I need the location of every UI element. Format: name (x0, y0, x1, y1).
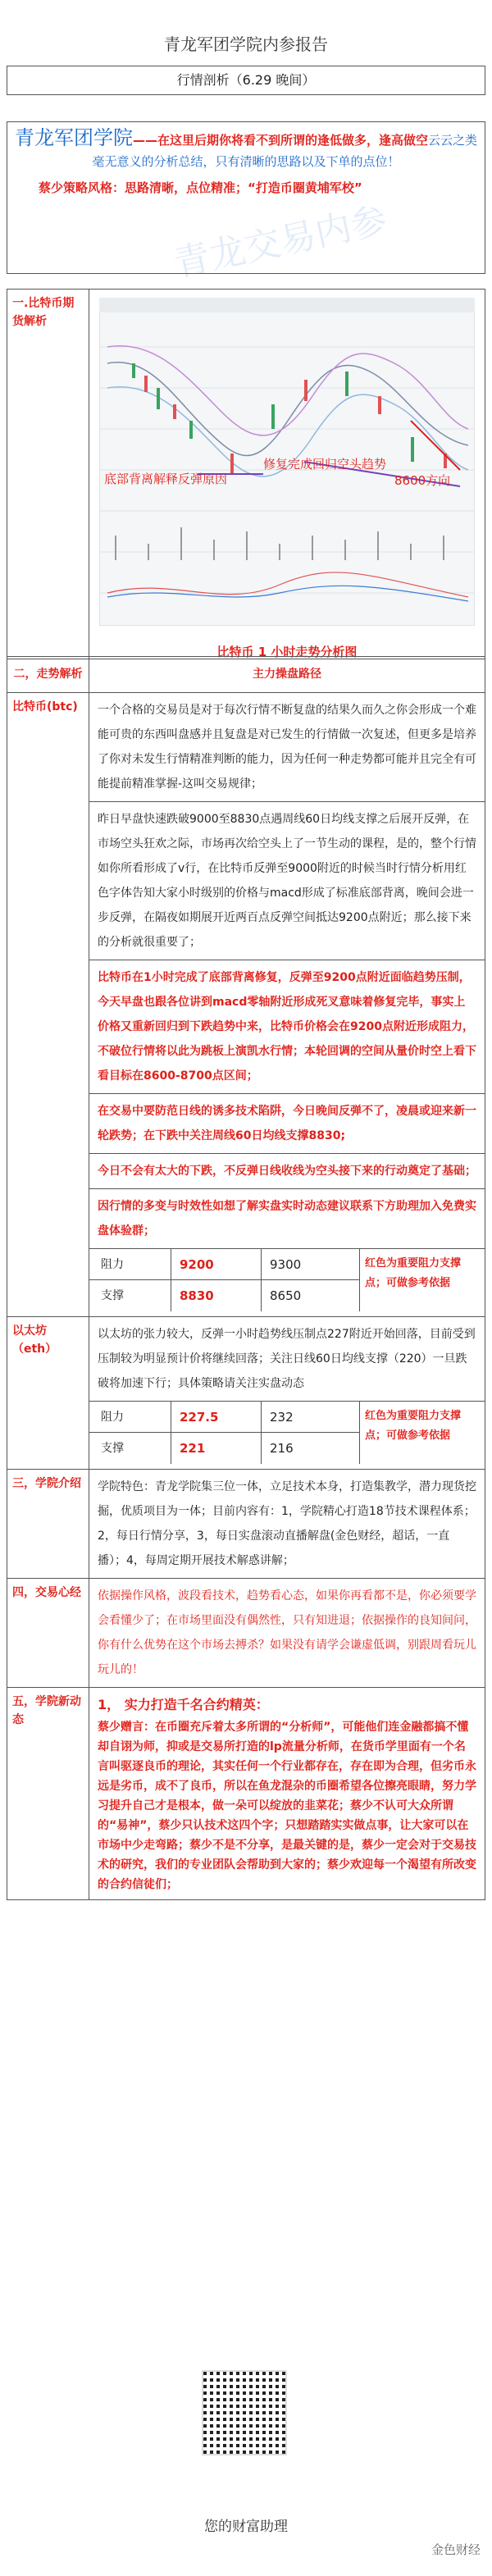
intro-red-text: ——在这里后期你将看不到所谓的逢低做多，逢高做空 (132, 133, 428, 148)
watermark-text: 青龙交易内参 (170, 199, 391, 285)
news-content (89, 1688, 485, 1899)
academy-text: 学院特色：青龙学院集三位一体，立足技术本身，打造集教学，潜力现货挖掘，优质项目为一体；目前内容有：1，学院精心打造18节技术课程体系；2，每日行情分享，3，每日实盘滚动直播解盘(金色财经，超话，一直播）；4，每周定期开展技术解惑讲解； (98, 1480, 476, 1567)
chart-section-label: 一.比特币期货解析 (7, 290, 89, 659)
trend-header: 主力操盘路径 (253, 668, 321, 681)
news-label: 五，学院新动态 (7, 1688, 89, 1899)
btc-para-4: 在交易中要防范日线的诱多技术陷阱，今日晚间反弹不了，凌晨或迎来新一轮跌势；在下跌中关注周线60日均线支撑8830; (98, 1105, 476, 1142)
report-title: 青龙军团学院内参报告 (164, 34, 328, 54)
qr-caption: 您的财富助理 (204, 2519, 288, 2535)
intro-box (7, 121, 485, 285)
eth-content (89, 1317, 485, 1469)
btc-label: 比特币(btc) (7, 693, 89, 1316)
chart-cell (89, 290, 485, 659)
btc-para-1: 一个合格的交易员是对于每次行情不断复盘的结果久而久之你会形成一个难能可贵的东西叫盘感并且复盘是对已发生的行情做一次复述，但更多是培养了你对未发生行情精准判断的能力，因为任何一种走势都可能并且完全有可能提前精准掌握-这叫交易规律； (98, 704, 476, 791)
eth-para: 以太坊的张力较大，反弹一小时趋势线压制点227附近开始回落，目前受到压制较为明显预计价将继续回落；关注日线60日均线支撑（220）一旦跌破将加速下行；具体策略请关注实盘动态 (98, 1328, 476, 1390)
trend-section (7, 656, 485, 1900)
btc-para-5: 今日不会有太大的下跌，不反弹日线收线为空头接下来的行动奠定了基础； (98, 1165, 476, 1178)
eth-level-v2: 216 (270, 1441, 294, 1456)
eth-level-v2: 232 (270, 1410, 294, 1425)
intro-tail-text: 云云之类毫无意义的分析总结，只有清晰的思路以及下单的点位！ (92, 133, 478, 169)
eth-label: 以太坊（eth） (7, 1317, 89, 1469)
btc-para-2: 昨日早盘快速跌破9000至8830点遇周线60日均线支撑之后展开反弹，在市场空头狂欢之际，市场再次给空头上了一节生动的课程，是的，整个行情如你所看形成了v行，在比特币反弹至9000附近的时候当时行情分析用红色字体告知大家小时级别的价格与macd形成了标准底部背离，晚间会进一步反弹，在隔夜如期展开近两百点反弹空间抵达9200点附近；那么接下来的分析就很重要了； (98, 813, 476, 949)
annotation-top: 修复完成回归空头趋势 (263, 457, 387, 472)
brand-name: 青龙军团学院 (14, 126, 133, 149)
eth-level-name: 阻力 (89, 1402, 171, 1432)
btc-level-name: 支撑 (89, 1280, 171, 1311)
chart-svg (99, 298, 475, 626)
trend-label: 二，走势解析 (7, 657, 89, 692)
mindset-label: 四，交易心经 (7, 1579, 89, 1687)
qr-area (0, 2370, 492, 2534)
qr-code-icon[interactable] (202, 2370, 287, 2455)
btc-level-row (89, 1249, 359, 1280)
footer-logo: 金色财经 (430, 2542, 481, 2557)
intro-line (14, 127, 478, 172)
btc-chart (99, 298, 475, 659)
chart-section (7, 289, 485, 659)
btc-para-6: 因行情的多变与时效性如想了解实盘实时动态建议联系下方助理加入免费实盘体验群； (98, 1200, 476, 1238)
eth-level-row (89, 1402, 359, 1433)
news-heading: 1， 实力打造千名合约精英： (98, 1697, 269, 1712)
eth-level-row (89, 1433, 359, 1464)
report-subtitle: 行情剖析（6.29 晚间） (7, 66, 485, 95)
news-text: 蔡少赠言：在币圈充斥着太多所谓的“分析师”，可能他们连金融都搞不懂却自诩为师，抑或是交易所打造的lp流量分析师，在货币学里面有一个名言叫驱逐良币的理论，其实任何一个行业都存在，存在即为合理，但劣币永远是劣币，成不了良币，所以在鱼龙混杂的币圈希望各位擦亮眼睛，努力学习提升自己才是根本，做一朵可以绽放的韭菜花；蔡少不认可大众所谓的“易神”，蔡少只认技术这四个字；只想踏踏实实做点事，让大家可以在市场中少走弯路；蔡少不是不分享，是最关键的是，蔡少一定会对于交易技术的研究，我们的专业团队会帮助到大家的；蔡少欢迎每一个渴望有所改变的合约信徒们； (98, 1721, 476, 1891)
btc-levels-table (89, 1248, 485, 1311)
eth-levels-table (89, 1401, 485, 1464)
btc-level-name: 阻力 (89, 1249, 171, 1279)
btc-content (89, 693, 485, 1316)
eth-level-name: 支撑 (89, 1433, 171, 1464)
btc-level-row (89, 1280, 359, 1311)
annotation-left: 底部背离解释反弹原因 (104, 472, 228, 486)
btc-level-v1: 8830 (171, 1280, 262, 1311)
academy-label: 三，学院介绍 (7, 1470, 89, 1578)
eth-level-v1: 221 (171, 1433, 262, 1464)
chart-caption: 比特币 1 小时走势分析图 (216, 645, 358, 659)
annotation-right: 8600方向 (394, 473, 451, 488)
btc-levels-note: 红色为重要阻力支撑点；可做参考依据 (365, 1257, 462, 1289)
eth-levels-note: 红色为重要阻力支撑点；可做参考依据 (365, 1410, 462, 1442)
btc-para-3: 比特币在1小时完成了底部背离修复，反弹至9200点附近面临趋势压制，今天早盘也跟各位讲到macd零轴附近形成死叉意味着修复完毕，事实上价格又重新回归到下跌趋势中来，比特币价格会在9200点附近形成阻力，不破位行情将以此为跳板上演凯水行情；本轮回调的空间从量价时空上看下看目标在8600-8700点区间； (98, 971, 476, 1083)
btc-level-v2: 9300 (270, 1257, 302, 1272)
btc-level-v1: 9200 (171, 1249, 262, 1279)
mindset-text: 依据操作风格，波段看技术，趋势看心态，如果你再看都不是，你必须要学会看懂少了；在市场里面没有偶然性，只有知进退；依据操作的良知间问，你有什么优势在这个市场去搏杀？如果没有请学会谦虚低调，别跟周看玩儿玩儿的！ (98, 1589, 476, 1676)
eth-level-v1: 227.5 (171, 1402, 262, 1432)
strategy-style: 蔡少策略风格：思路清晰，点位精准；“打造币圈黄埔军校” (39, 180, 362, 195)
btc-level-v2: 8650 (270, 1288, 302, 1303)
